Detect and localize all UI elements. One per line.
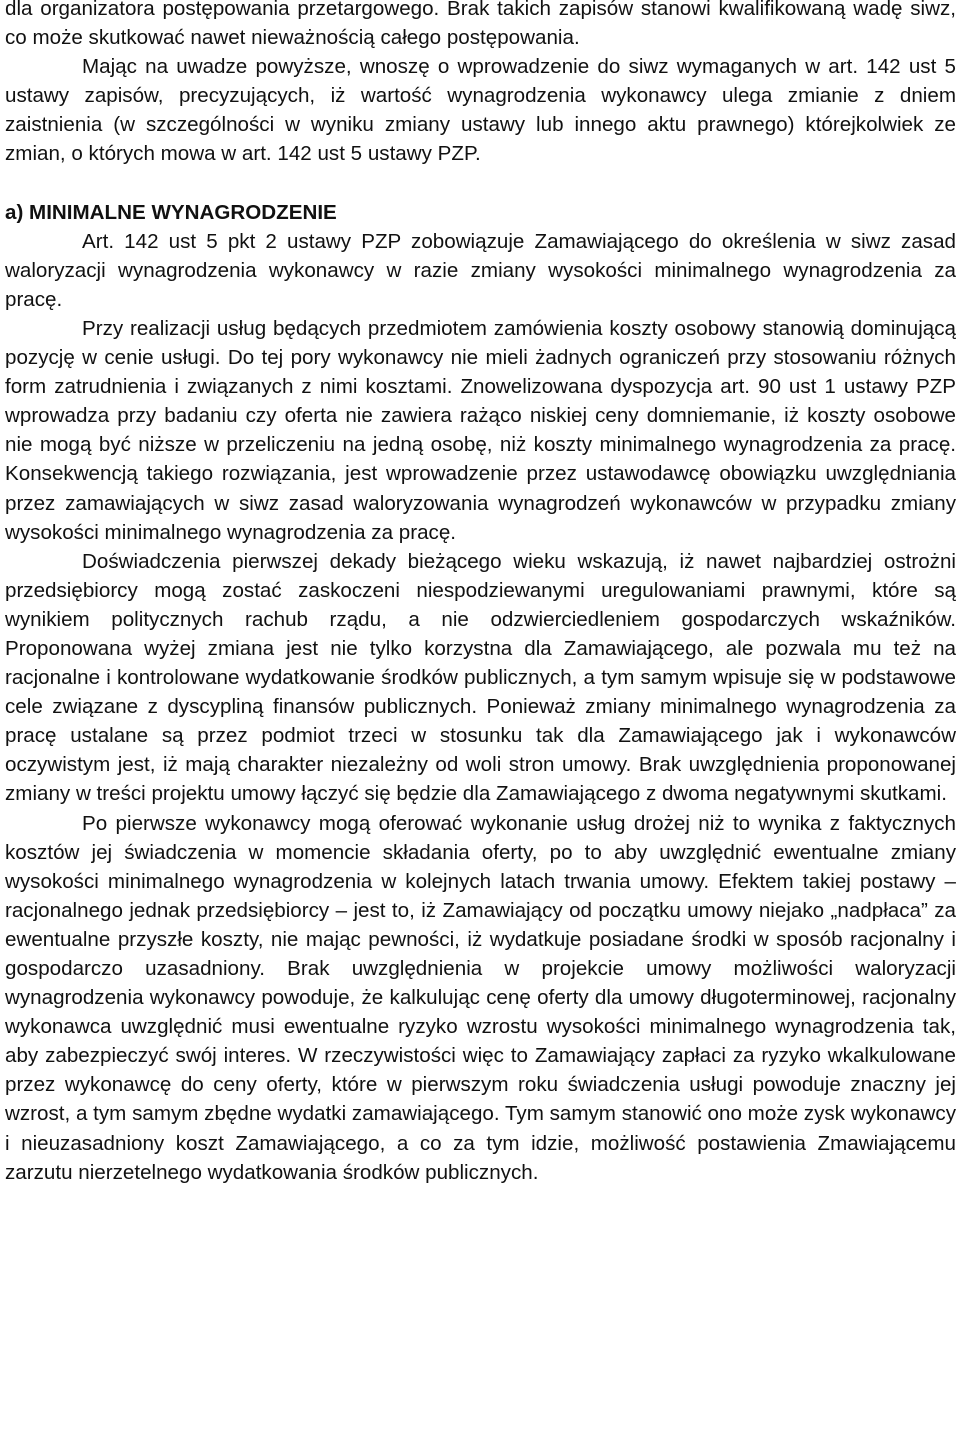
paragraph-continuation: dla organizatora postępowania przetargowego. Brak takich zapisów stanowi kwalifikowaną wadę siwz, co może skutkować nawet nieważnością całego postępowania. [5, 0, 956, 50]
paragraph-personnel-costs: Przy realizacji usług będących przedmiotem zamówienia koszty osobowy stanowią dominującą pozycję w cenie usługi. Do tej pory wykonawcy nie mieli żadnych ograniczeń przy stosowaniu różnych form zatrudnienia i związanych z nimi kosztami. Znowelizowana dyspozycja art. 90 ust 1 ustawy PZP wprowadza przy badaniu czy oferta nie zawiera rażąco niskiej ceny domniemanie, iż koszty osobowe nie mogą być niższe w przeliczeniu na jedną osobę, niż koszty minimalnego wynagrodzenia za pracę. Konsekwencją takiego rozwiązania, jest wprowadzenie przez ustawodawcę obowiązku uwzględniania przez zamawiających w siwz zasad waloryzowania wynagrodzeń wykonawców w przypadku zmiany wysokości minimalnego wynagrodzenia za pracę. [5, 316, 956, 544]
paragraph-experience: Doświadczenia pierwszej dekady bieżącego wieku wskazują, iż nawet najbardziej ostrożni przedsiębiorcy mogą zostać zaskoczeni niespodziewanymi uregulowaniami prawnymi, które są wynikiem politycznych rachub rządu, a nie odzwierciedleniem gospodarczych wskaźników. Proponowana wyżej zmiana jest nie tylko korzystna dla Zamawiającego, ale pozwala mu też na racjonalne i kontrolowane wydatkowanie środków publicznych, a tym samym wpisuje się w podstawowe cele związane z dyscypliną finansów publicznych. Ponieważ zmiany minimalnego wynagrodzenia za pracę ustalane są przez podmiot trzeci w stosunku tak dla Zamawiającego jak i wykonawców oczywistym jest, iż mają charakter niezależny od woli stron umowy. Brak uwzględnienia proponowanej zmiany w treści projektu umowy łączyć się będzie dla Zamawiającego z dwoma negatywnymi skutkami. [5, 549, 956, 806]
section-heading: a) MINIMALNE WYNAGRODZENIE [5, 200, 337, 224]
paragraph-art-142: Art. 142 ust 5 pkt 2 ustawy PZP zobowiązuje Zamawiającego do określenia w siwz zasad waloryzacji wynagrodzenia wykonawcy w razie zmiany wysokości minimalnego wynagrodzenia za pracę. [5, 229, 956, 311]
paragraph-first-effect: Po pierwsze wykonawcy mogą oferować wykonanie usług drożej niż to wynika z faktycznych kosztów jej świadczenia w momencie składania oferty, po to aby uwzględnić ewentualne zmiany wysokości minimalnego wynagrodzenia w kolejnych latach trwania umowy. Efektem takiej postawy – racjonalnego jednak przedsiębiorcy – jest to, iż Zamawiający od początku umowy niejako „nadpłaca” za ewentualne przyszłe koszty, nie mając pewności, iż wydatkuje posiadane środki w sposób racjonalny i gospodarczo uzasadniony. Brak uwzględnienia w projekcie umowy możliwości waloryzacji wynagrodzenia wykonawcy powoduje, że kalkulując cenę oferty dla umowy długoterminowej, racjonalny wykonawca uwzględnić musi ewentualne ryzyko wzrostu wysokości minimalnego wynagrodzenia tak, aby zabezpieczyć swój interes. W rzeczywistości więc to Zamawiający zapłaci za ryzyko wkalkulowane przez wykonawcę do ceny oferty, które w pierwszym roku świadczenia usługi powoduje znaczny jej wzrost, a tym samym zbędne wydatki zamawiającego. Tym samym stanowić ono może zysk wykonawcy i nieuzasadniony koszt Zamawiającego, a co za tym idzie, możliwość postawienia Zmawiającemu zarzutu nierzetelnego wydatkowania środków publicznych. [5, 811, 956, 1184]
paragraph-request: Mając na uwadze powyższe, wnoszę o wprowadzenie do siwz wymaganych w art. 142 ust 5 ustawy zapisów, precyzujących, iż wartość wynagrodzenia wykonawcy ulega zmianie z dniem zaistnienia (w szczególności w wyniku zmiany ustawy lub innego aktu prawnego) którejkolwiek ze zmian, o których mowa w art. 142 ust 5 ustawy PZP. [5, 55, 956, 166]
